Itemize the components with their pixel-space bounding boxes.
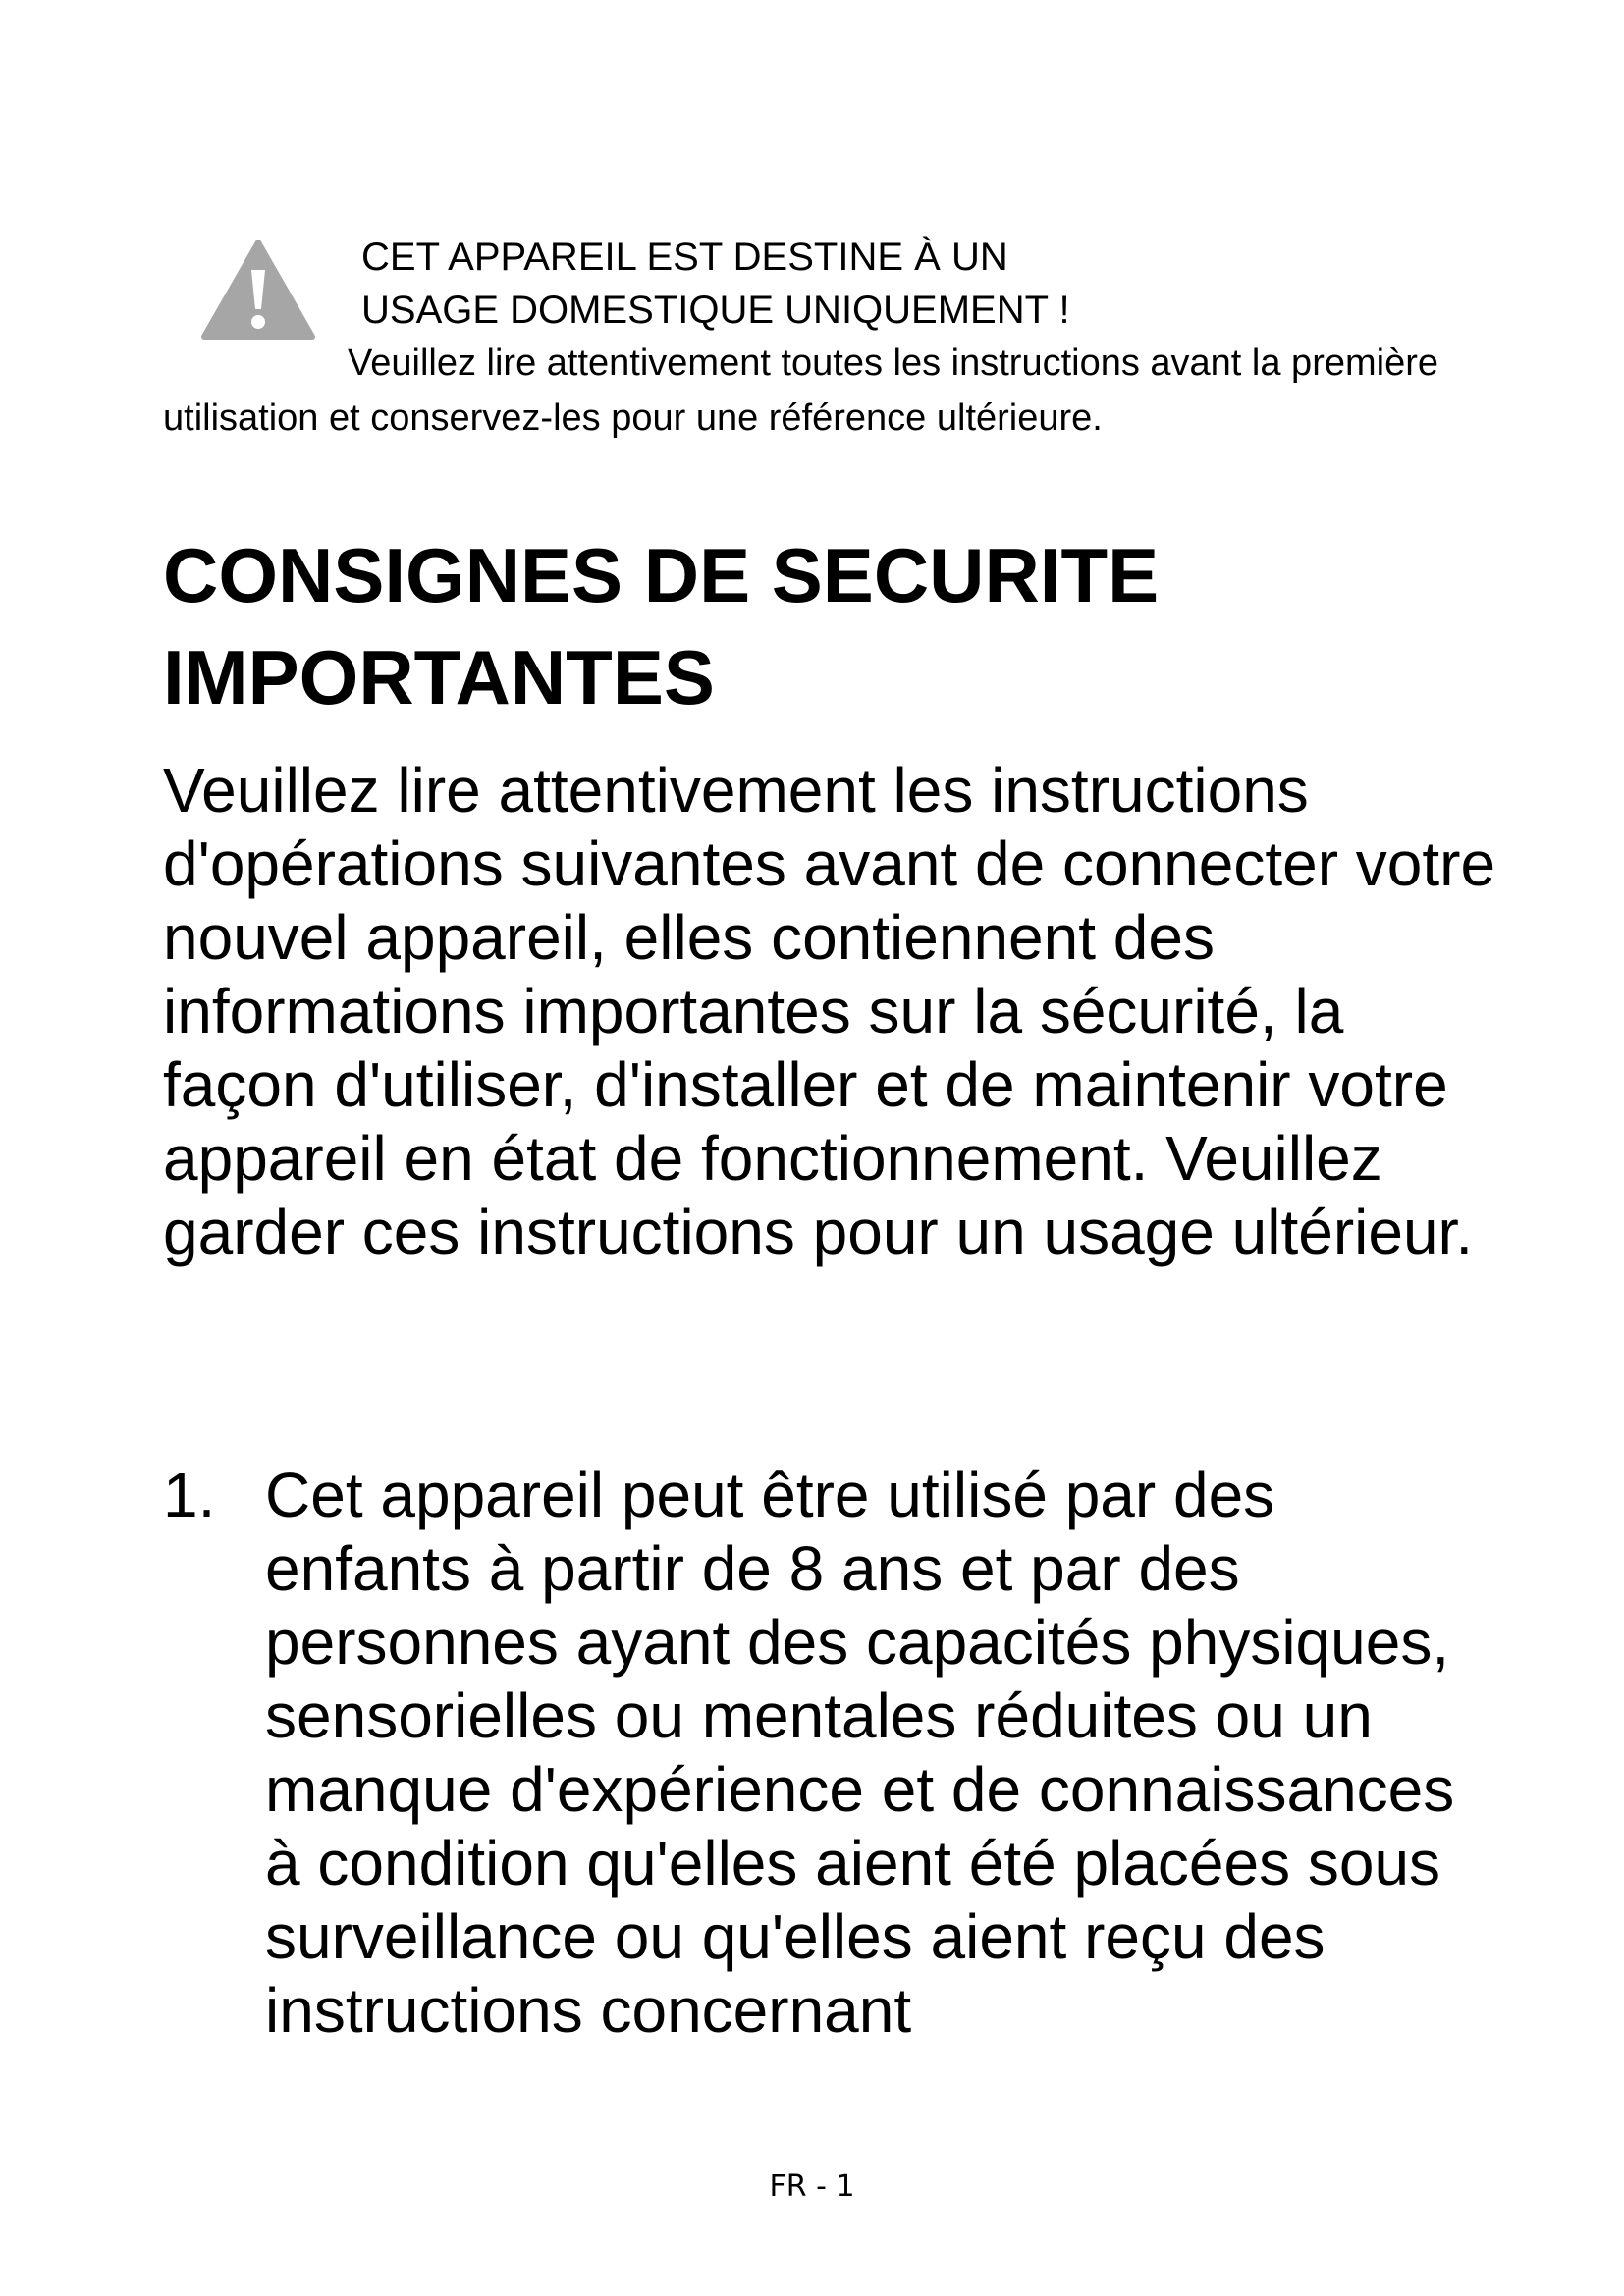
list-item-text: Cet appareil peut être utilisé par des enfants à partir de 8 ans et par des personnes ayant des capacités physiques, sensorielles ou mentales réduites ou un manque d'expérience et de connaissances à condition qu'elles aient été placées sous surveillance ou qu'elles aient reçu des instructions concernant — [265, 1460, 1455, 2046]
warning-triangle-icon — [200, 239, 316, 341]
warning-notice-line-2: USAGE DOMESTIQUE UNIQUEMENT ! — [361, 289, 1070, 332]
page-title: CONSIGNES DE SECURITE IMPORTANTES — [163, 532, 1160, 721]
list-item-number: 1. — [163, 1460, 216, 1530]
list-item — [163, 1459, 1469, 2048]
warning-notice-line-1: CET APPAREIL EST DESTINE À UN — [361, 236, 1008, 279]
intro-text: Veuillez lire attentivement toutes les instructions avant la première utilisation et conservez-les pour une référence ultérieure. — [163, 343, 1438, 439]
body-paragraph: Veuillez lire attentivement les instructions d'opérations suivantes avant de connecter votre nouvel appareil, elles contiennent des informations importantes sur la sécurité, la façon d'utiliser, d'installer et de maintenir votre appareil en état de fonctionnement. Veuillez garder ces instructions pour un usage ultérieur. — [163, 755, 1496, 1267]
safety-list — [163, 1459, 1469, 2048]
page-number: FR - 1 — [769, 2169, 855, 2204]
